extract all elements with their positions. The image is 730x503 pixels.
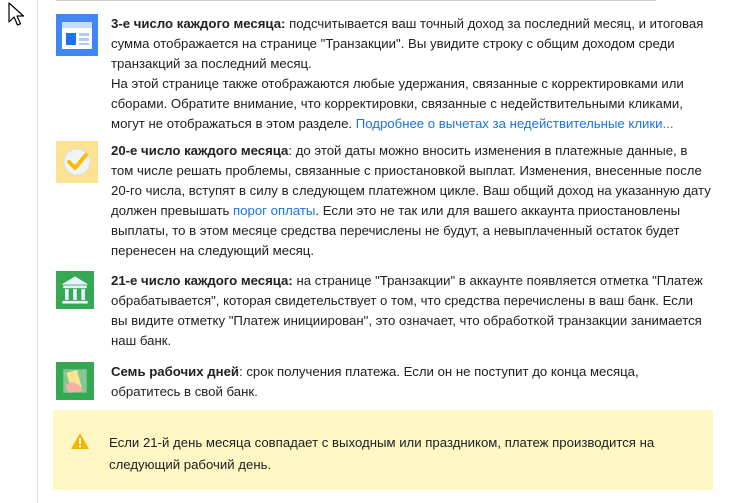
checkmark-badge-icon: [56, 141, 98, 183]
entry-title: 21-е число каждого месяца:: [111, 273, 293, 288]
entry-body-2: На этой странице также отображаются любые удержания, связанные с корректировками или сборами. Обратите внимание, что корректировки, связанные с недействительными кликами, могут не отображаться в этом разделе.: [111, 76, 684, 131]
entry-body: на странице "Транзакции" в аккаунте появляется отметка "Платеж обрабатывается", которая свидетельствует о том, что средства перечислены в ваш банк. Если вы видите отметку "Платеж инициирован", это означает, что обработкой транзакции занимается наш банк.: [111, 273, 703, 348]
payment-threshold-link[interactable]: порог оплаты: [233, 203, 316, 218]
warning-icon: [70, 432, 90, 450]
cash-hand-icon: [56, 362, 94, 400]
entry-body: : срок получения платежа. Если он не поступит до конца месяца, обратитесь в свой банк.: [111, 364, 639, 399]
bank-building-icon: [56, 271, 94, 309]
entry-body: подсчитывается ваш точный доход за последний месяц, и итоговая сумма отображается на странице "Транзакции". Вы увидите строку с общим доходом среди транзакций за последний месяц.: [111, 16, 704, 71]
warning-note-text: Если 21-й день месяца совпадает с выходным или праздником, платеж производится на следующий рабочий день.: [109, 435, 655, 472]
entry-title: 3-е число каждого месяца:: [111, 16, 286, 31]
entry-title: 20-е число каждого месяца: [111, 143, 289, 158]
entry-body: : до этой даты можно вносить изменения в платежные данные, в том числе решать проблемы, связанные с приостановкой выплат. Изменения, внесенные после 20-го числа, вступят в силу в следующем платежном цикле. Ваш общий доход на указанную дату должен превышать: [111, 143, 711, 218]
warning-note: [53, 410, 713, 490]
invalid-clicks-link[interactable]: Подробнее о вычетах за недействительные клики...: [355, 116, 674, 131]
entry-text: [111, 271, 711, 351]
entry-text: [111, 141, 711, 261]
left-divider: [37, 0, 38, 503]
entry-title: Семь рабочих дней: [111, 364, 240, 379]
calendar-page-icon: [56, 14, 98, 56]
entry-body-2: . Если это не так или для вашего аккаунта приостановлены выплаты, то в этом месяце средства перечислены не будут, а невыплаченный остаток будет перенесен на следующий месяц.: [111, 203, 681, 258]
mouse-pointer-icon: [8, 2, 26, 28]
entry-text: [111, 14, 711, 134]
entry-text: [111, 362, 711, 402]
top-divider: [56, 0, 656, 1]
